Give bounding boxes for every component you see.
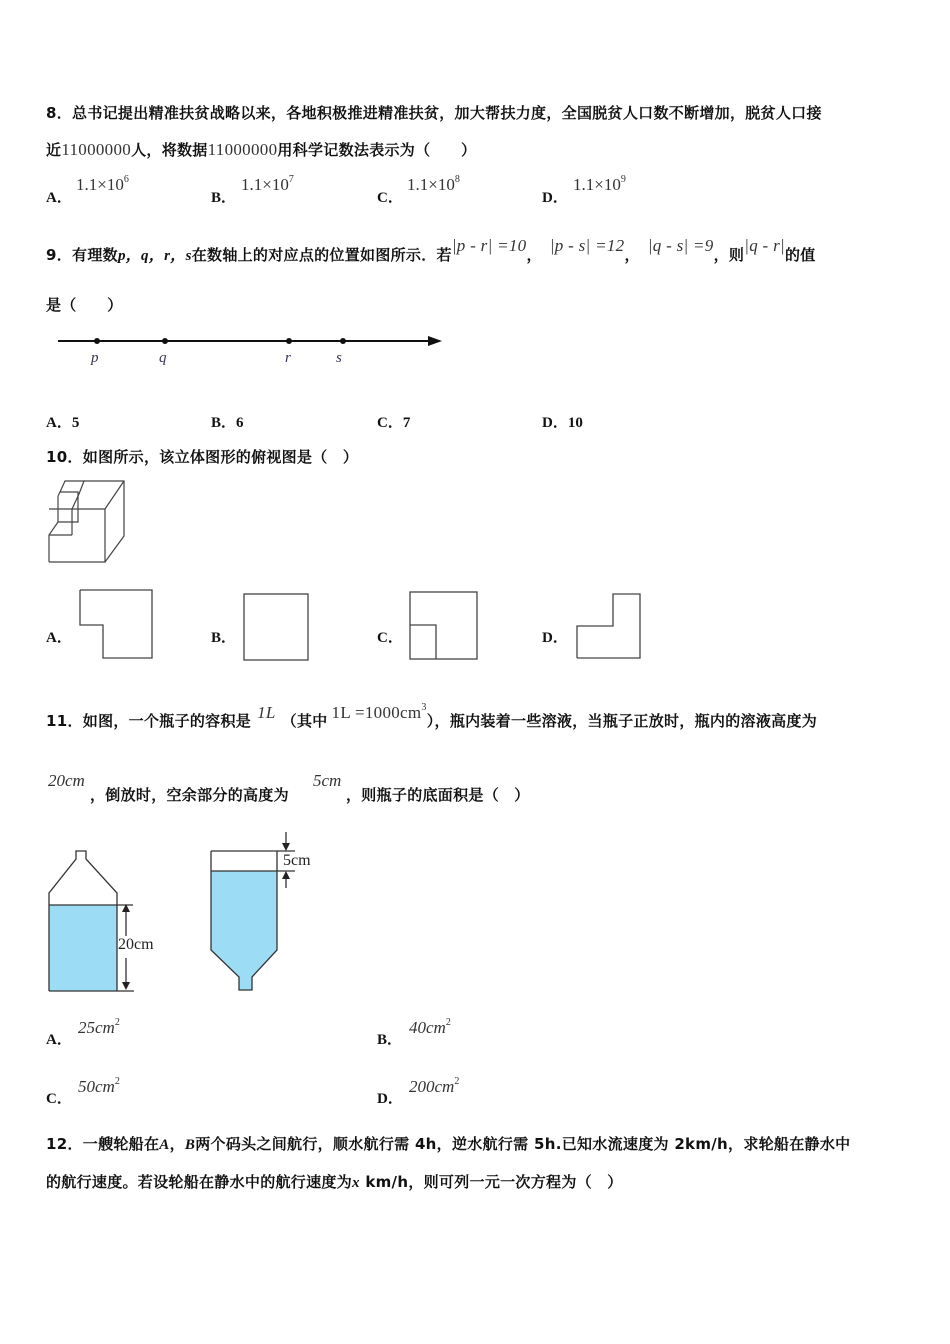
q8-option-c-label: C． <box>377 190 403 206</box>
text: 人，将数据 <box>131 141 208 159</box>
q11-option-b-label: B． <box>377 1032 403 1048</box>
q10-option-c[interactable]: C． <box>377 630 403 646</box>
text: km/h，则可列一元一次方程为（ ） <box>359 1173 623 1191</box>
q11-option-d-label: D． <box>377 1091 403 1107</box>
q9-option-d[interactable]: D．10 <box>542 415 583 431</box>
axis-label-q: q <box>159 350 167 366</box>
exponent: 9 <box>620 174 626 185</box>
exponent: 3 <box>421 702 427 713</box>
text: 11．如图，一个瓶子的容积是 <box>46 712 252 730</box>
q11-option-d[interactable] <box>409 1076 459 1097</box>
q11-option-a[interactable] <box>78 1017 120 1038</box>
equation: |p - r| =10 <box>451 236 527 255</box>
q9-text-line2: 是（ ） <box>46 296 123 314</box>
exponent: 7 <box>288 174 294 185</box>
text: ， <box>526 246 542 264</box>
axis-label-s: s <box>336 350 342 366</box>
q9-option-a[interactable]: A．5 <box>46 415 80 431</box>
q11-option-a-label: A． <box>46 1032 72 1048</box>
number: 11000000 <box>207 140 278 159</box>
equation: |p - s| =12 <box>549 236 625 255</box>
axis-label-r: r <box>285 350 291 366</box>
q9-option-b[interactable]: B．6 <box>211 415 244 431</box>
q11-option-b[interactable] <box>409 1017 451 1038</box>
text: 的航行速度。若设轮船在静水中的航行速度为 <box>46 1173 353 1191</box>
q12-text-line1 <box>46 1133 850 1154</box>
exponent: 2 <box>445 1017 451 1028</box>
exponent: 2 <box>454 1076 460 1087</box>
fig-label-5cm: 5cm <box>283 852 311 869</box>
text: ），瓶内装着一些溶液，当瓶子正放时，瓶内的溶液高度为 <box>426 712 818 730</box>
math: 1.1×10 <box>241 175 289 194</box>
text: ， <box>169 1135 185 1153</box>
math: 40cm <box>409 1018 446 1037</box>
number: 11000000 <box>61 140 132 159</box>
fig-label-20cm: 20cm <box>118 936 154 953</box>
variable: B <box>184 1137 196 1153</box>
text: 近 <box>46 141 62 159</box>
axis-label-p: p <box>91 350 99 366</box>
variable: x <box>352 1175 360 1191</box>
math: 1.1×10 <box>76 175 124 194</box>
q10-option-b[interactable]: B． <box>211 630 237 646</box>
variables: p，q，r，s <box>117 248 192 264</box>
equation: |q - r| <box>744 236 785 255</box>
equation: |q - s| =9 <box>647 236 714 255</box>
exponent: 8 <box>454 174 460 185</box>
text: （其中 <box>281 712 328 730</box>
q8-option-b-label: B． <box>211 190 237 206</box>
q11-math-20cm: 20cm <box>48 771 85 790</box>
q8-option-d-label: D． <box>542 190 568 206</box>
q12-text-line2 <box>46 1171 623 1192</box>
text: 的值 <box>784 246 816 264</box>
exponent: 2 <box>114 1076 120 1087</box>
q9-option-c[interactable]: C．7 <box>377 415 411 431</box>
q11-option-c-label: C． <box>46 1091 72 1107</box>
text: ，则 <box>713 246 745 264</box>
math: 50cm <box>78 1077 115 1096</box>
text: 12．一艘轮船在 <box>46 1135 160 1153</box>
math: 25cm <box>78 1018 115 1037</box>
math-text: 1L =1000cm <box>331 703 422 722</box>
text: 在数轴上的对应点的位置如图所示．若 <box>191 246 452 264</box>
q11-text-line2b: ，则瓶子的底面积是（ ） <box>346 786 530 804</box>
text: ， <box>624 246 640 264</box>
q8-option-a-label: A． <box>46 190 72 206</box>
q11-math-5cm: 5cm <box>313 771 342 790</box>
exponent: 6 <box>123 174 129 185</box>
q11-option-c[interactable] <box>78 1076 120 1097</box>
text: 9．有理数 <box>46 246 118 264</box>
math: 1.1×10 <box>573 175 621 194</box>
variable: A <box>159 1137 170 1153</box>
q11-text-line2: ，倒放时，空余部分的高度为 <box>90 786 289 804</box>
q10-option-d[interactable]: D． <box>542 630 568 646</box>
q10-text: 10．如图所示，该立体图形的俯视图是（ ） <box>46 448 359 466</box>
text: 用科学记数法表示为（ ） <box>277 141 477 159</box>
math: 200cm <box>409 1077 455 1096</box>
q8-text-line1: 8．总书记提出精准扶贫战略以来，各地积极推进精准扶贫，加大帮扶力度，全国脱贫人口数不断增加，脱贫人口接 <box>46 104 822 122</box>
q10-option-a[interactable]: A． <box>46 630 72 646</box>
exponent: 2 <box>114 1017 120 1028</box>
math: 1L <box>257 703 276 722</box>
math: 1.1×10 <box>407 175 455 194</box>
text: 两个码头之间航行，顺水航行需 4h，逆水航行需 5h.已知水流速度为 2km/h，求轮船在静水中 <box>195 1135 851 1153</box>
